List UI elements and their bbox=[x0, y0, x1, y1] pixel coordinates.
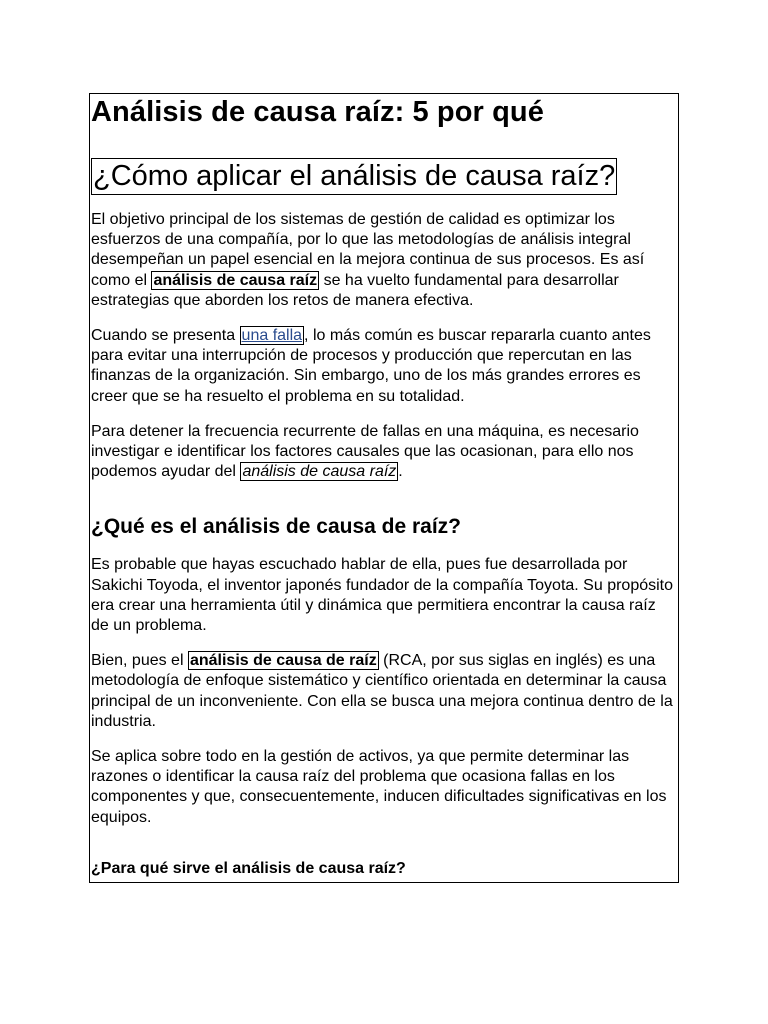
paragraph-text: El objetivo principal de los sistemas de gestión de calidad es optimizar los esfuerzos de una compañía, por lo que las metodologías de análisis integral desempeñan un papel esencial en la mejora continua de sus procesos. Es así como el bbox=[91, 211, 645, 289]
paragraph-detener bbox=[91, 422, 678, 483]
paragraph-objetivo bbox=[91, 210, 678, 311]
paragraph-text: . bbox=[398, 463, 403, 481]
main-heading: ¿Cómo aplicar el análisis de causa raíz? bbox=[91, 158, 617, 195]
paragraph-rca bbox=[91, 651, 678, 732]
bold-term-analisis: análisis de causa raíz bbox=[153, 271, 318, 289]
paragraph-text: Cuando se presenta bbox=[91, 327, 240, 345]
paragraph-text: Para detener la frecuencia recurrente de fallas en una máquina, es necesario investigar e identificar los factores causales que las ocasionan, para ello nos podemos ayudar del bbox=[91, 422, 639, 481]
document-frame bbox=[89, 93, 679, 883]
paragraph-text: , lo más común es buscar repararla cuanto antes para evitar una interrupción de procesos y producción que repercutan en las finanzas de la organización. Sin embargo, uno de los más grandes errores es creer que se ha resuelto el problema en su totalidad. bbox=[91, 327, 651, 405]
paragraph-toyoda: Es probable que hayas escuchado hablar de ella, pues fue desarrollada por Sakichi Toyoda, el inventor japonés fundador de la compañía Toyota. Su propósito era crear una herramienta útil y dinámica que permitiera encontrar la causa raíz de un problema. bbox=[91, 556, 674, 635]
minor-heading-para-que: ¿Para qué sirve el análisis de causa raíz? bbox=[91, 859, 406, 877]
document-title: Análisis de causa raíz: 5 por qué bbox=[91, 96, 544, 128]
sub-heading-que-es: ¿Qué es el análisis de causa de raíz? bbox=[91, 515, 462, 539]
paragraph-text: se ha vuelto fundamental para desarrollar estrategias que aborden los retos de manera efectiva. bbox=[91, 271, 619, 309]
paragraph-text: Bien, pues el bbox=[91, 652, 188, 670]
link-una-falla[interactable]: una falla bbox=[241, 327, 303, 345]
paragraph-activos: Se aplica sobre todo en la gestión de activos, ya que permite determinar las razones o identificar la causa raíz del problema que ocasiona fallas en los componentes y que, consecuentemente, inducen dificultades significativas en los equipos. bbox=[91, 748, 667, 826]
italic-term-analisis: análisis de causa raíz bbox=[242, 463, 397, 481]
paragraph-falla bbox=[91, 326, 678, 407]
paragraph-text: (RCA, por sus siglas en inglés) es una metodología de enfoque sistemático y científico orientada en determinar la causa principal de un inconveniente. Con ella se busca una mejora continua dentro de la industria. bbox=[91, 652, 673, 730]
bold-term-rca: análisis de causa de raíz bbox=[189, 652, 377, 670]
